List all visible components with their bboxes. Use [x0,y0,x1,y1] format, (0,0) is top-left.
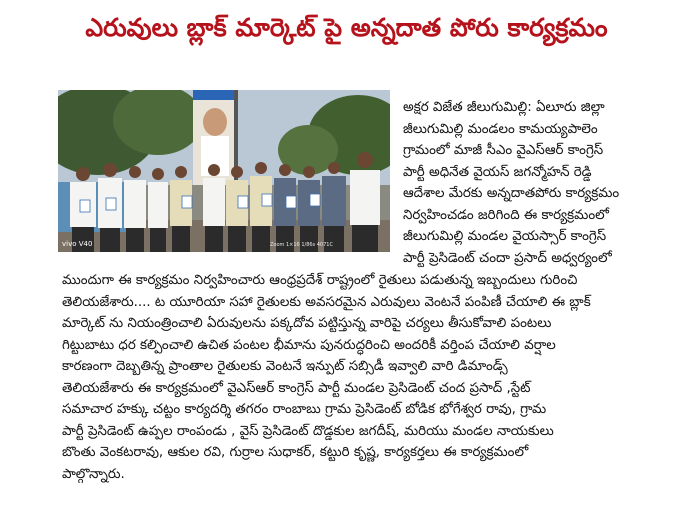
article-line: పార్టీ ప్రెసిడెంట్ ఉప్పల రాంపండు , వైస్ ప్రెసిడెంట్ దొడ్డకుల జగదీష్, మరియు మండల నాయకులు [62,423,554,439]
article-line: పార్టీ అధినేత వైయస్ జగన్మోహన్ రెడ్డి [403,164,592,180]
article-line: ఆదేశాల మేరకు అన్నదాతపోరు కార్యక్రమం [403,186,620,201]
article-line: తెలియజేశారు ఈ కార్యక్రమంలో వైఎస్ఆర్ కాంగ్రెస్ పార్టీ మండల ప్రెసిడెంట్ చంద ప్రసాద్ ,స్టేట్ [62,380,531,396]
article-line: కారణంగా దెబ్బతిన్న ప్రాంతాల రైతులకు వెంటనే ఇన్పుట్ సబ్సిడీ ఇవ్వాలి వారి డిమాండ్స్ [62,359,508,374]
article-line: నిర్వహించడం జరిగింది ఈ కార్యక్రమంలో [403,207,609,223]
article-line: గిట్టుబాటు ధర కల్పించాలి ఉచిత పంటల భీమాను పునరుద్ధరించి అందరికీ వర్తింప చేయాలి వర్షాల [62,337,556,353]
article-body-right-column [403,97,687,269]
article-line: జీలుగుమిల్లి మండల వైయస్సార్ కాంగ్రెస్ [403,229,607,244]
article-line: సమాచార హక్కు చట్టం కార్యదర్శి తగరం రాంబాబు గ్రామ ప్రెసిడెంట్ బోడిక భోగేశ్వర రావు, గ్రామ [62,402,547,417]
article-line: పార్టీ ప్రెసిడెంట్ చందా ప్రసాద్ అధ్వర్యంలో [403,250,612,266]
article-line: జీలుగుమిల్లి మండలం కామయ్యపాలెం [403,121,598,137]
headline: ఎరువులు బ్లాక్ మార్కెట్ పై అన్నదాత పోరు కార్యక్రమం [85,13,608,42]
article-line: ముందుగా ఈ కార్యక్రమం నిర్వహించారు ఆంధ్రప్రదేశ్ రాష్ట్రంలో రైతులు పడుతున్న ఇబ్బందులు గురించి [62,273,578,288]
photo-camera-watermark: vivo V40 [62,240,93,248]
article-line: తెలియజేశారు.... ట యూరియా సహా రైతులకు అవసరమైన ఎరువులు వెంటనే పంపిణీ చేయాలి ఈ బ్లాక్ [62,294,591,310]
article-line: అక్షర విజేత జీలుగుమిల్లి: ఏలూరు జిల్లా [403,100,605,115]
photo-timestamp-watermark: Zoom 1×16 1/86s 4071C [270,242,333,248]
article-line: గ్రామంలో మాజీ సీఎం వైఎస్ఆర్ కాంగ్రెస్ [403,143,604,158]
article-line: మార్కెట్ ను నియంత్రించాలి ఏరువులను పక్కదోవ పట్టిస్తున్న వారిపై చర్యలు తీసుకోవాలి పంటలు [62,316,552,331]
article-line: బొంతు వెంకటరావు, ఆకుల రవి, గుర్రాల సుధాకర్, కట్టురి కృష్ణ, కార్యకర్తలు ఈ కార్యక్రమంలో [62,445,529,460]
news-photo [58,90,390,252]
article-body-full-width [62,270,687,485]
article-line: పాల్గొన్నారు. [62,466,125,482]
